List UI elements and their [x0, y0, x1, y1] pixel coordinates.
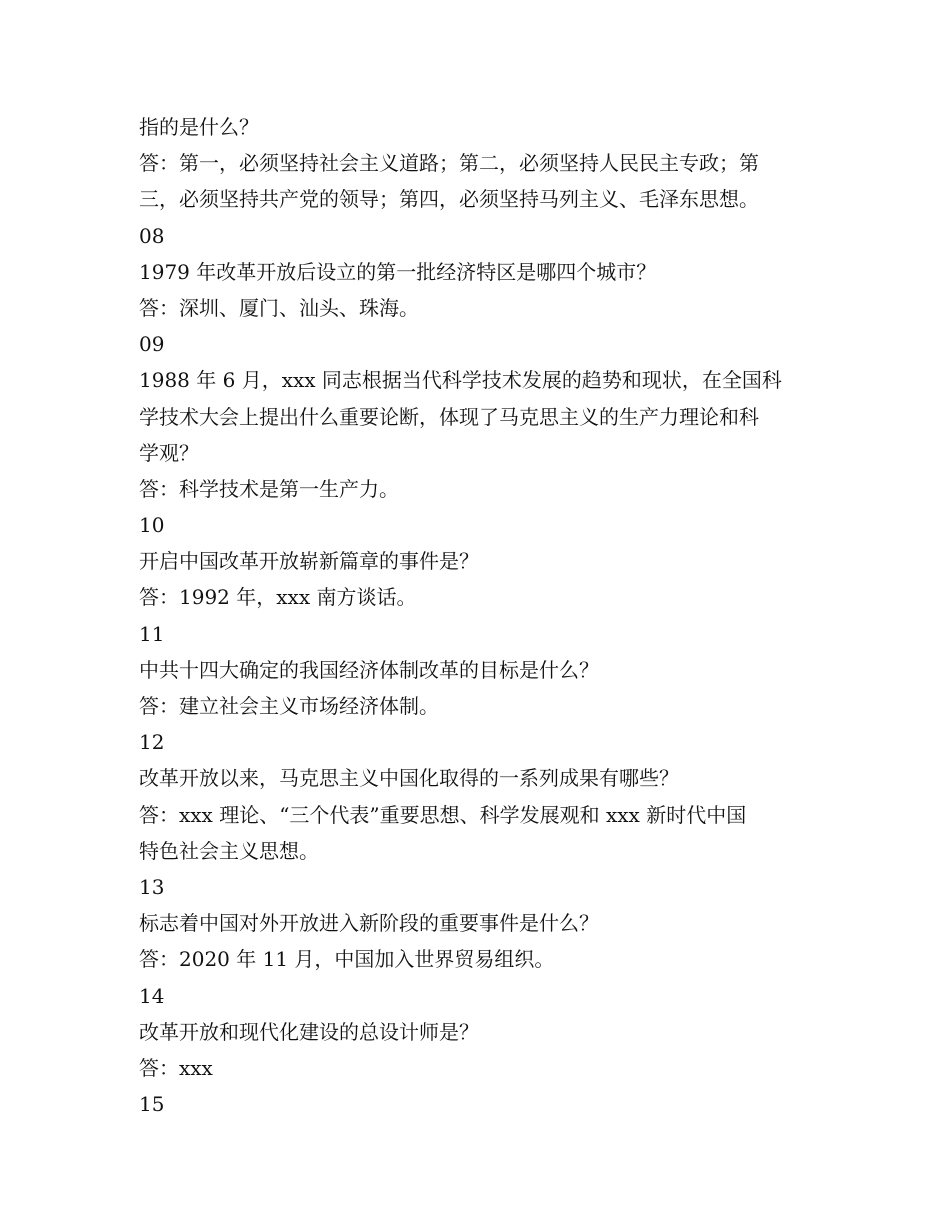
question-line: 标志着中国对外开放进入新阶段的重要事件是什么？ — [139, 911, 599, 936]
question-number: 10 — [139, 513, 165, 538]
question-line: 1988 年 6 月，xxx 同志根据当代科学技术发展的趋势和现状，在全国科 — [139, 368, 782, 393]
question-number: 14 — [139, 983, 165, 1008]
question-number: 12 — [139, 730, 165, 755]
question-number: 09 — [139, 332, 165, 357]
question-line: 中共十四大确定的我国经济体制改革的目标是什么？ — [139, 657, 599, 682]
question-line: 改革开放以来，马克思主义中国化取得的一系列成果有哪些？ — [139, 766, 679, 791]
question-line: 学技术大会上提出什么重要论断，体现了马克思主义的生产力理论和科 — [139, 404, 759, 429]
answer-line: 答：第一，必须坚持社会主义道路；第二，必须坚持人民民主专政；第 — [139, 151, 759, 176]
text-line: 指的是什么？ — [139, 115, 259, 139]
answer-line: 答：科学技术是第一生产力。 — [139, 476, 399, 501]
question-number: 13 — [139, 874, 165, 899]
answer-line: 答：1992 年，xxx 南方谈话。 — [139, 585, 417, 610]
question-line: 学观？ — [139, 440, 199, 465]
answer-line: 答：深圳、厦门、汕头、珠海。 — [139, 295, 419, 320]
answer-line: 答：xxx — [139, 1055, 213, 1080]
question-line: 改革开放和现代化建设的总设计师是？ — [139, 1019, 479, 1044]
question-number: 15 — [139, 1092, 165, 1117]
answer-line: 答：建立社会主义市场经济体制。 — [139, 694, 439, 718]
answer-line: 答：xxx 理论、“三个代表”重要思想、科学发展观和 xxx 新时代中国 — [139, 802, 747, 827]
question-line: 开启中国改革开放崭新篇章的事件是？ — [139, 549, 479, 574]
question-line: 1979 年改革开放后设立的第一批经济特区是哪四个城市？ — [139, 259, 657, 284]
question-number: 11 — [139, 621, 165, 646]
answer-line: 特色社会主义思想。 — [139, 838, 319, 863]
question-number: 08 — [139, 223, 165, 248]
document-body — [139, 109, 829, 1122]
answer-line: 答：2020 年 11 月，中国加入世界贸易组织。 — [139, 947, 555, 972]
answer-line: 三，必须坚持共产党的领导；第四，必须坚持马列主义、毛泽东思想。 — [139, 187, 759, 212]
